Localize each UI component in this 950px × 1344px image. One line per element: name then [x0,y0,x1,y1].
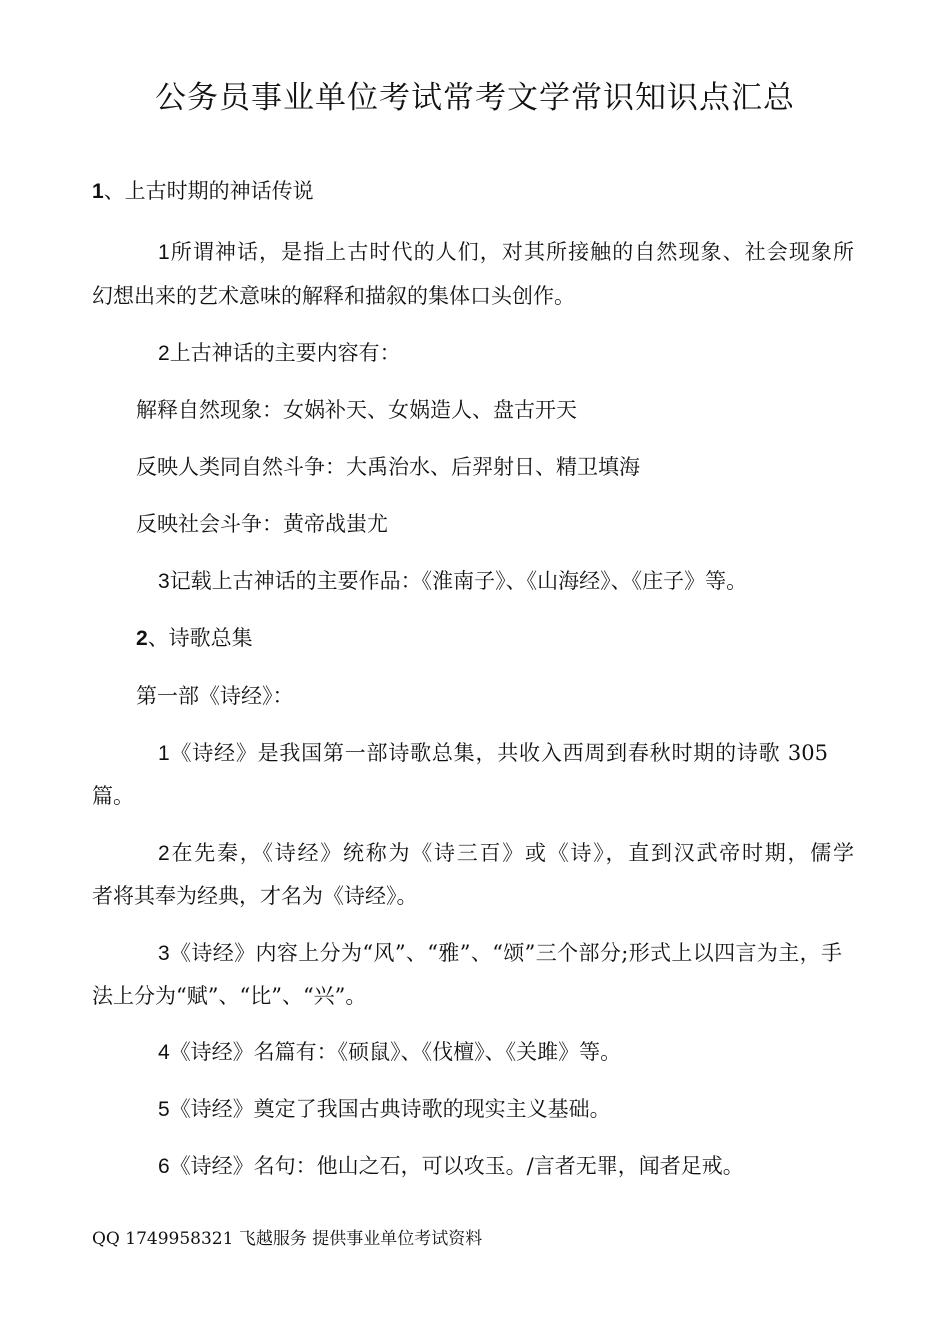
item-number: 1 [158,241,170,264]
item-number: 6 [158,1155,170,1178]
paragraph-line [158,238,854,267]
paragraph-line [158,1152,744,1181]
paragraph-line: 者将其奉为经典，才名为《诗经》。 [92,884,418,908]
paragraph-text: 上古神话的主要内容有： [169,341,401,365]
item-number: 2 [158,342,170,365]
paragraph-line: 幻想出来的艺术意味的解释和描叙的集体口头创作。 [92,284,575,308]
paragraph-text: 所谓神话，是指上古时代的人们，对其所接触的自然现象、社会现象所 [169,240,854,264]
list-item: 解释自然现象：女娲补天、女娲造人、盘古开天 [136,398,577,422]
footer-note: QQ 1749958321 飞越服务 提供事业单位考试资料 [92,1229,483,1249]
item-number: 5 [158,1098,170,1121]
paragraph-text: 《诗经》名篇有：《硕鼠》、《伐檀》、《关雎》等。 [169,1040,622,1064]
section-title: 、诗歌总集 [147,626,253,650]
paragraph-text: 《诗经》是我国第一部诗歌总集，共收入西周到春秋时期的诗歌 305 [169,741,828,765]
section-number: 1 [92,180,104,203]
paragraph-line [158,567,747,596]
section-heading-1 [92,177,314,206]
paragraph-line [158,839,854,868]
section-title: 、上古时期的神话传说 [103,179,314,203]
paragraph-line [158,739,828,768]
paragraph-text: 在先秦，《诗经》统称为《诗三百》或《诗》，直到汉武帝时期，儒学 [169,841,854,865]
paragraph-text: 《诗经》内容上分为“风”、“雅”、“颂”三个部分;形式上以四言为主，手 [169,941,842,965]
item-number: 4 [158,1041,170,1064]
section-heading-2 [136,624,253,653]
list-item: 反映人类同自然斗争：大禹治水、后羿射日、精卫填海 [136,455,640,479]
paragraph-text: 《诗经》奠定了我国古典诗歌的现实主义基础。 [169,1097,611,1121]
paragraph-line [158,339,401,368]
item-number: 3 [158,942,170,965]
paragraph-text: 记载上古神话的主要作品：《淮南子》、《山海经》、《庄子》等。 [169,569,748,593]
subheading: 第一部《诗经》： [136,684,294,708]
item-number: 3 [158,570,170,593]
page-title: 公务员事业单位考试常考文学常识知识点汇总 [155,80,795,116]
item-number: 1 [158,742,170,765]
paragraph-line [158,1038,621,1067]
paragraph-line [158,939,842,968]
section-number: 2 [136,627,148,650]
item-number: 2 [158,842,170,865]
paragraph-line [158,1095,611,1124]
paragraph-line: 法上分为“赋”、“比”、“兴”。 [92,984,367,1008]
paragraph-text: 《诗经》名句：他山之石，可以攻玉。/言者无罪，闻者足戒。 [169,1154,744,1178]
paragraph-line: 篇。 [92,784,134,808]
list-item: 反映社会斗争：黄帝战蚩尤 [136,512,388,536]
